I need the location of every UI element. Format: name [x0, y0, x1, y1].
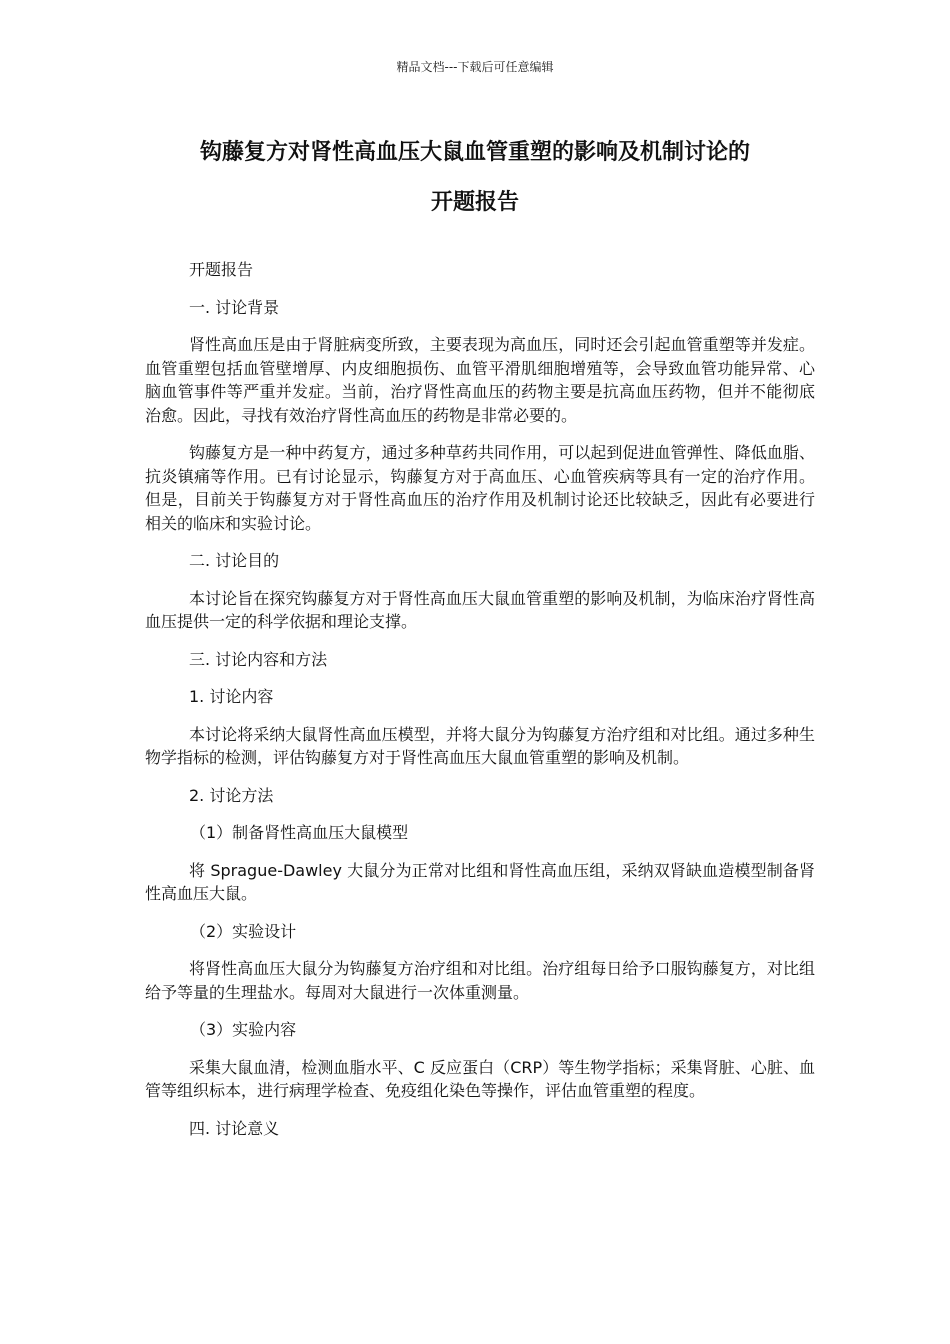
- subheading-methods: 2. 讨论方法: [189, 785, 274, 805]
- paragraph-content: 本讨论将采纳大鼠肾性高血压模型，并将大鼠分为钩藤复方治疗组和对比组。通过多种生物学指标的检测，评估钩藤复方对于肾性高血压大鼠血管重塑的影响及机制。: [145, 724, 815, 767]
- paragraph-experiment: 采集大鼠血清，检测血脂水平、C 反应蛋白（CRP）等生物学指标；采集肾脏、心脏、血管等组织标本，进行病理学检查、免疫组化染色等操作，评估血管重塑的程度。: [145, 1057, 815, 1100]
- document-body: [145, 258, 815, 1154]
- document-title: [80, 128, 870, 228]
- paragraph-model: 将 Sprague-Dawley 大鼠分为正常对比组和肾性高血压组，采纳双肾缺血造模型制备肾性高血压大鼠。: [145, 860, 815, 903]
- section-heading-significance: 四. 讨论意义: [189, 1118, 280, 1138]
- paragraph-background-2: 钩藤复方是一种中药复方，通过多种草药共同作用，可以起到促进血管弹性、降低血脂、抗炎镇痛等作用。已有讨论显示，钩藤复方对于高血压、心血管疾病等具有一定的治疗作用。但是，目前关于钩藤复方对于肾性高血压的治疗作用及机制讨论还比较缺乏，因此有必要进行相关的临床和实验讨论。: [145, 443, 815, 533]
- step-heading-design: （2）实验设计: [190, 921, 297, 941]
- paragraph-background-1: 肾性高血压是由于肾脏病变所致，主要表现为高血压，同时还会引起血管重塑等并发症。血管重塑包括血管壁增厚、内皮细胞损伤、血管平滑肌细胞增殖等，会导致血管功能异常、心脑血管事件等严重并发症。当前，治疗肾性高血压的药物主要是抗高血压药物，但并不能彻底治愈。因此，寻找有效治疗肾性高血压的药物是非常必要的。: [145, 335, 815, 425]
- subheading-content: 1. 讨论内容: [189, 687, 274, 706]
- section-heading-purpose: 二. 讨论目的: [189, 551, 280, 570]
- title-line-2: 开题报告: [430, 190, 519, 215]
- paragraph-purpose: 本讨论旨在探究钩藤复方对于肾性高血压大鼠血管重塑的影响及机制，为临床治疗肾性高血压提供一定的科学依据和理论支撑。: [145, 588, 815, 631]
- section-heading-background: 一. 讨论背景: [189, 297, 280, 317]
- paragraph-design: 将肾性高血压大鼠分为钩藤复方治疗组和对比组。治疗组每日给予口服钩藤复方，对比组给予等量的生理盐水。每周对大鼠进行一次体重测量。: [145, 959, 815, 1002]
- step-heading-experiment: （3）实验内容: [190, 1020, 297, 1039]
- report-label: 开题报告: [189, 260, 254, 279]
- header-note: 精品文档---下载后可任意编辑: [396, 60, 554, 74]
- step-heading-model: （1）制备肾性高血压大鼠模型: [190, 823, 409, 842]
- title-line-1: 钩藤复方对肾性高血压大鼠血管重塑的影响及机制讨论的: [199, 140, 750, 165]
- section-heading-content-methods: 三. 讨论内容和方法: [189, 649, 328, 669]
